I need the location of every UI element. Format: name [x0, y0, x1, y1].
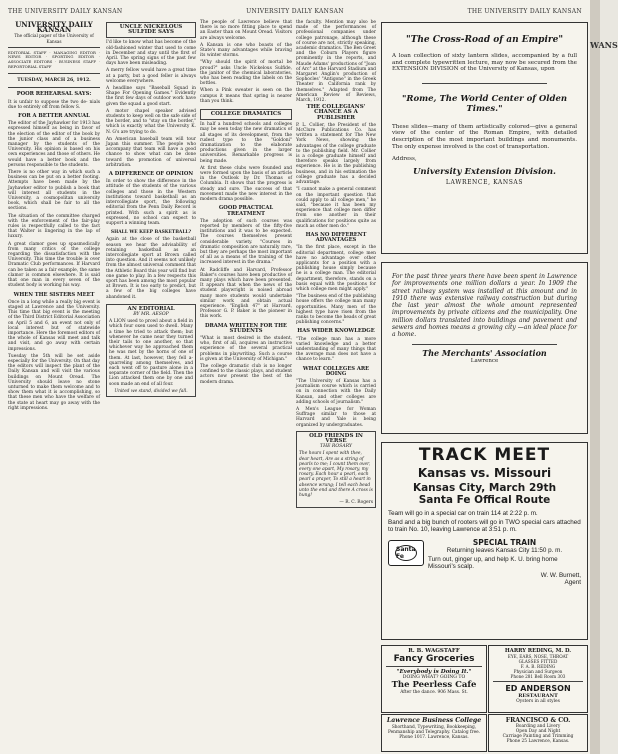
running-header-right: THE UNIVERSITY DAILY KANSAN	[467, 8, 582, 15]
track-meet-special-text	[428, 538, 581, 586]
headline-wider-knowledge: HAS WIDER KNOWLEDGE	[297, 328, 375, 335]
article-paragraph: "The University of Kansas has a journalism course which is carried on in connection with the Daily Kansan, and other colleges are adding schools of journalism."	[296, 379, 376, 405]
article-paragraph: P. L. Collier, the President of the McClure Publications Co. has written a statement for The New York News, showing the advantages of the college graduate to the publishing field. Mr. Collier is a college graduate himself and therefore speaks largely from experience. He is in the publishing business, and in his estimation the college graduate has a decided advantage.	[296, 122, 376, 186]
francisco-title: FRANCISCO & CO.	[505, 717, 571, 724]
poem-box	[296, 431, 376, 509]
ad-cross-road-title: "The Cross-Road of an Empire"	[405, 35, 564, 45]
column-1	[8, 20, 100, 748]
article-paragraph: Once in a long while a really big event is staged at Lawrence and the University. This time that big event is the meeting of the Third District Editorial Association on April 5 and 6, an event not only of local interest but of statewide importance. Here the foremost editors of the whole of Kansas will meet and talk and visit, and go away with certain impressions.	[8, 299, 100, 352]
article-paragraph: The situation of the committee charged with the enforcement of the fair-play rules is respectfully called to the fact that Walter is lingering in the lap of luxury.	[8, 213, 100, 240]
article-paragraph: the faculty. Mention may also be made of the performances of professional companies under college patronage, although these of course are not, strictly speaking, academic dramatics. The Ben Greet and the Coburn Players figure prominently in the reports, and Maude Adams' productions of "Joan of Arc" at the Harvard Stadium and Margaret Anglin's production of Sophocles' "Antigone" in the Greek Theater in California rank by themselves." Adapted from The American Review of Reviews, March, 1912.	[296, 20, 376, 104]
article-paragraph: At Radcliffe and Harvard, Professor Baker's courses have been productive of many plays which have been presented. It appears that when the news of the student playwright is noised abroad many more students would undertake similar work and obtain actual experience. "English 47" at Harvard, Professor G. P. Baker is the pioneer in this work.	[200, 267, 292, 320]
headline-editorial: AN EDITORIAL	[127, 305, 175, 312]
article-paragraph: A Kansan is one who boasts of the State's many advantages while braving its winter storms.	[200, 42, 292, 59]
francisco-line4: Phone 25 Lawrence, Kansas.	[506, 739, 570, 744]
divider	[493, 681, 583, 682]
article-paragraph: There is no other way in which such a business can be put on a better footing. Attempts have been made by the Jayhawker editor to publish a book that will interest all students in the University, a cosmopolitan university book, which shall be fair to all the sections.	[8, 170, 100, 212]
article-paragraph: I'd like to know what has become of the old-fashioned winter that used to come in December and stay until the first of April. The spring signs of the past few days have been misleading.	[106, 40, 196, 67]
article-paragraph: "The business end of the publishing house offers the college man many opportunities. Many men of the highest type have risen from the ranks to become the heads of great publishing concerns."	[296, 294, 376, 326]
ad-merchants-association	[381, 262, 588, 434]
article-paragraph: An American baseball team will tour Japan this summer. The people who accompany that team will have a good chance to show what can be done toward the promotion of universal arbitration.	[106, 136, 196, 168]
masthead-subtitle: The official paper of the University of Kansas	[14, 33, 94, 44]
headline-uncle-nickelous: UNCLE NICKELOUS SULFIDE SAYS	[106, 22, 196, 38]
ad-rome-address-label: Address,	[392, 156, 417, 163]
ad-wagstaff	[381, 645, 487, 713]
ad-harry-reding	[488, 645, 588, 713]
divider	[422, 83, 547, 84]
ed-anderson-line: Oysters in all styles	[516, 699, 560, 704]
santa-fe-logo	[388, 540, 424, 566]
track-meet-agent-name: W. W. Burnett,	[540, 572, 581, 580]
article-paragraph: "What is most desired is the student, who, first of all, acquires an instructive experience of the several practical problems in playwriting. Such a course is given at the University of Michigan."	[200, 335, 292, 362]
poem-title: THE ROSARY	[320, 444, 352, 450]
lbc-title: Lawrence Business College	[386, 717, 482, 724]
article-paragraph: The people of Lawrence believe that there is no more fitting place to spend an Easter than on Mount Oread. Visitors are always welcome.	[200, 20, 292, 41]
headline-difference-opinion: A DIFFERENCE OF OPINION	[108, 171, 194, 178]
adjacent-page-text: WANS	[590, 40, 618, 50]
running-header-center: UNIVERSITY DAILY KANSAN	[246, 8, 344, 15]
editorial-box	[106, 304, 196, 397]
peerless-question: DOING WHAT? GOING TO	[402, 675, 466, 680]
divider	[8, 47, 100, 48]
reding-line3: F. A. B. REDING	[520, 664, 556, 669]
editorial-byline: BY MR. AESOP	[133, 311, 169, 317]
moral: United we stand, divided we fall.	[114, 388, 188, 394]
track-meet-team-car: Team will go in a special car on train 114 at 2:22 p. m.	[388, 510, 538, 517]
headline-colleges-doing: WHAT COLLEGES ARE DOING	[302, 365, 370, 377]
santa-fe-logo-text: Santa Fe	[396, 545, 416, 560]
article-paragraph: When a Pink sweater is seen on the campus it means that spring is nearer than you think.	[200, 88, 292, 104]
article-paragraph: A motor chapel speaker advised students to keep well on the safe side of the border, and to "stay on the border," which is exactly what the University K. N. G's are trying to do.	[106, 108, 196, 135]
francisco-line1: Boarding and Livery	[515, 724, 561, 729]
headline-keep-basketball: SHALL WE KEEP BASKETBALL?	[110, 230, 192, 236]
reding-line5: Phone 281 Bell Room 303	[510, 674, 566, 679]
divider	[8, 87, 100, 88]
reding-line2: GLASSES FITTED	[518, 659, 558, 664]
staff-list: EDITORIAL STAFF · MANAGING EDITOR · NEWS EDITOR · SPORTING EDITOR · ASSOCIATE EDITORS · BUSINESS STAFF · REPORTORIAL STAFF	[8, 49, 100, 69]
track-meet-band-cars: Band and a big bunch of rooters will go in TWO special cars attached to train No. 10, leaving Lawrence at 3:51 p. m.	[388, 519, 581, 534]
headline-old-friends: OLD FRIENDS IN VERSE	[309, 432, 363, 445]
peerless-store: The Peerless Cafe	[391, 680, 477, 690]
track-meet-route: Santa Fe Offical Route	[418, 494, 551, 506]
article-paragraph: The college dramatic club is no longer confined to the classic plays, and student actors now present the best of the modern drama.	[200, 363, 292, 385]
poem-text: The hours I spent with thee, dear heart, Are as a string of pearls to me; I count them over, every one apart, My rosary, my rosary. Each hour a pearl, each pearl a prayer, To still a heart in absence wrung; I tell each bead unto the end and there A cross is hung!	[299, 451, 373, 499]
article-paragraph: A LION used to prowl about a field in which four oxen used to dwell. Many a time he tried to attack them; but whenever he came near they turned their tails to one another, so that whichever way he approached them he was met by the horns of one of them. At last, however, they fell a-quarreling among themselves, and each went off to pasture alone in a separate corner of the field. Then the Lion attacked them one by one and soon made an end of all four.	[109, 319, 193, 387]
article-paragraph: In order to show the difference in the attitude of the students of the various colleges and those in the Western institutions toward basketball as an intercollegiate sport, the following editorial from the Penn Daily Record is printed. With such a spirit as is expressed, no school can expect to support a winning team.	[106, 179, 196, 226]
reding-name: HARRY REDING, M. D.	[504, 648, 572, 654]
article-paragraph: At first these clubs were founded and were formed upon the basis of an article in the Outlook by Dr. Thomas of Columbia. It shows that the progress is steady and sure. The success of that movement made the new interest in the modern drama possible.	[200, 165, 292, 203]
headline-practical-treatment: GOOD PRACTICAL TREATMENT	[218, 205, 274, 217]
track-meet-cheer: Turn out, ginger up, and help K. U. bring home Missouri's scalp.	[428, 555, 558, 570]
running-header	[8, 8, 582, 15]
article-paragraph: The adoption of such courses was reported by members of the fifty-five institutions and it was to be expected. The courses themselves present considerable variety. "Courses in dramatic composition are naturally rare, but they are perhaps the most important of all as a means of the training of the increased interest in the drama."	[200, 218, 292, 266]
headline-better-annual: FOR A BETTER ANNUAL	[18, 113, 90, 119]
lbc-body: Shorthand, Typewriting, Bookkeeping, Penmanship and Telegraphy. Catalog free. Phone 1017. Lawrence, Kansas.	[387, 725, 481, 740]
headline-collegians-chance: THE COLLEGIANS' CHANCE AS A PUBLISHER	[306, 104, 366, 121]
francisco-line3: Carriage Painting and Trimming	[502, 734, 574, 739]
article-paragraph: It is unfair to suppose the two de- nials due to entirely off from fellow S.	[8, 99, 100, 110]
ad-rome-city: LAWRENCE, KANSAS	[445, 178, 524, 186]
article-paragraph: A merry fellow would have a great time at a party, but a good feller is always welcome everywhere.	[106, 68, 196, 84]
ad-merchants-signature: The Merchants' Association	[422, 347, 547, 358]
track-meet-agent-title: Agent	[564, 579, 581, 587]
ed-anderson-sub: RESTAURANT	[518, 693, 558, 699]
article-paragraph: A Men's League for Woman Suffrage similar to those at Harvard and Yale is being organized by undergraduates.	[296, 407, 376, 428]
divider	[386, 666, 482, 667]
article-paragraph: "The college man has a more varied knowledge and a better understanding of many things that the average man does not have a chance to learn."	[296, 336, 376, 363]
article-paragraph: A great clamor goes up spasmodically from many critics of the college regarding the dissatisfaction with the University. This time the trouble is over Dramatic Club performances. If Harvard can be taken as a fair example, the same clamor is common elsewhere. It is said that one man in every seven of the student body is working his way.	[8, 241, 100, 289]
reding-line4: Physician and Surgeon	[513, 669, 563, 674]
article-paragraph: Tuesday the 5th will be set aside especially for the University. On that day the editors will inspect the plant of the Daily Kansan and will visit the various buildings on Mount Oread. The University should leave no stone unturned to make them welcome and to show them what it is accomplishing, so that these men who have the welfare of the state at heart may go away with the right impressions.	[8, 353, 100, 411]
track-meet-special-block	[382, 538, 587, 596]
ad-rome-org: University Extension Division.	[413, 166, 556, 177]
track-meet-title: TRACK MEET	[418, 445, 551, 465]
ad-rome-body: These slides—many of them artistically colored—give a general view of the center of the Roman Empire, with detailed description of the most important buildings and monuments. The only expense involved is the cost of transportation.	[392, 123, 577, 150]
headline-drama-written: DRAMA WRITTEN FOR THE STUDENTS	[204, 322, 288, 334]
ed-anderson-title: ED ANDERSON	[505, 684, 571, 693]
article-paragraph: In half a hundred schools and colleges may be seen today the new dramatics of all stages of its development, from the rudest type to the "Goldoni" dramatization to the elaborate productions given in the larger universities. Remarkable progress is being made.	[200, 122, 292, 164]
headline-sisters-meet: WHEN THE SISTERS MEET	[13, 291, 95, 298]
article-paragraph: "I cannot make a general comment on the important question that could apply to all college men," he said, "because it has been my experience that college men differ from one another in their qualifications for positions quite as much as other men do."	[296, 187, 376, 229]
ad-lawrence-business-college	[381, 714, 487, 752]
track-meet-when: Kansas City, March 29th	[412, 482, 557, 494]
headline-college-dramatics: COLLEGE DRAMATICS	[200, 109, 292, 120]
francisco-line2: Open Day and Night	[515, 729, 561, 734]
wagstaff-title: Fancy Groceries	[393, 654, 475, 664]
divider	[412, 344, 557, 345]
article-paragraph: "Why should the spirit of mortal be proud?" asks Uncle Nickelous Sulfide, the janitor of the chemical laboratories, who has been reading the labels on the bottles.	[200, 60, 292, 87]
track-meet-return: Returning leaves Kansas City 11:50 p. m.	[446, 546, 563, 554]
wagstaff-owner: R. B. WAGSTAFF	[408, 648, 460, 654]
headline-poor-rehearsal: POOR REHEARSAL SAYS:	[16, 91, 92, 98]
masthead: UNIVERSITY DAILY KANSAN	[15, 20, 93, 35]
ad-merchants-city: Lawrence	[470, 357, 499, 364]
ad-merchants-body: For the past three years there have been spent in Lawrence for improvements one million dollars a year. In 1909 the street railway system was installed at this amount and in 1910 there was extensive railway construction but during the last year almost the whole amount represented improvements by private citizens and the municipality. One million dollars translated into buildings and pavement and sewers and homes means a growing city —an ideal place for a home.	[392, 273, 577, 339]
track-meet-special-train: SPECIAL TRAIN	[472, 537, 537, 547]
article-paragraph: Again at the close of the basketball season we hear the advisability of retaining basketball as an intercollegiate sport at Brown called into question. And it seems not unlikely from the almost universal comment that the Athletic Board this year will find but one game to play. In a few respects this sport has been among the most popular at Brown. It is too early to predict, but a few of the big colleges have abandoned it.	[106, 237, 196, 300]
column-3	[200, 20, 292, 748]
column-4	[296, 20, 376, 748]
peerless-address: After the dance. 906 Mass. St.	[400, 690, 468, 695]
headline-no-advantages: HAS NO DIFFERENT ADVANTAGES	[305, 231, 367, 244]
ad-rome-title: "Rome, The World Center of Olden Times."	[401, 93, 568, 114]
reding-line1: EYE, EARS, NOSE, THROAT	[507, 654, 569, 659]
track-meet-match: Kansas vs. Missouri	[417, 466, 552, 480]
ad-cross-road-body: A loan collection of sixty lantern slides, accompanied by a full and complete typewritten lecture, may now be secured from the EXTENSION DIVISION of the University of Kansas, upon	[392, 53, 577, 73]
poem-author: — R. C. Rogers	[339, 500, 373, 506]
ad-francisco	[488, 714, 588, 752]
column-2	[106, 20, 196, 748]
running-header-left: THE UNIVERSITY DAILY KANSAN	[8, 8, 123, 15]
ad-extension-division	[381, 22, 588, 254]
divider	[8, 73, 100, 74]
article-paragraph: The editor of the Jayhawker for 1913 has expressed himself as being in favor of the election of the editor of the book by the junior class and of a business manager by the students of the University. His opinion is based on his own experiences and those of others. He would have a better book and the persons responsible to the students.	[8, 121, 100, 168]
article-paragraph: A headline says "Baseball Squad in Shape For Opening Games." Evidently the first few days of outdoor work have given the squad a good start.	[106, 86, 196, 107]
ad-track-meet	[381, 442, 588, 640]
issue-date: TUESDAY, MARCH 26, 1912.	[17, 78, 91, 84]
peerless-slogan: "Everybody is Doing It."	[396, 669, 472, 675]
article-paragraph: "In the first place, except in the editorial department, college men have no advantage over other applicants for a position with a publishing house simply because he is a college man. The editorial department, therefore, stands on a basis equal with the positions for which college men might apply."	[296, 245, 376, 292]
